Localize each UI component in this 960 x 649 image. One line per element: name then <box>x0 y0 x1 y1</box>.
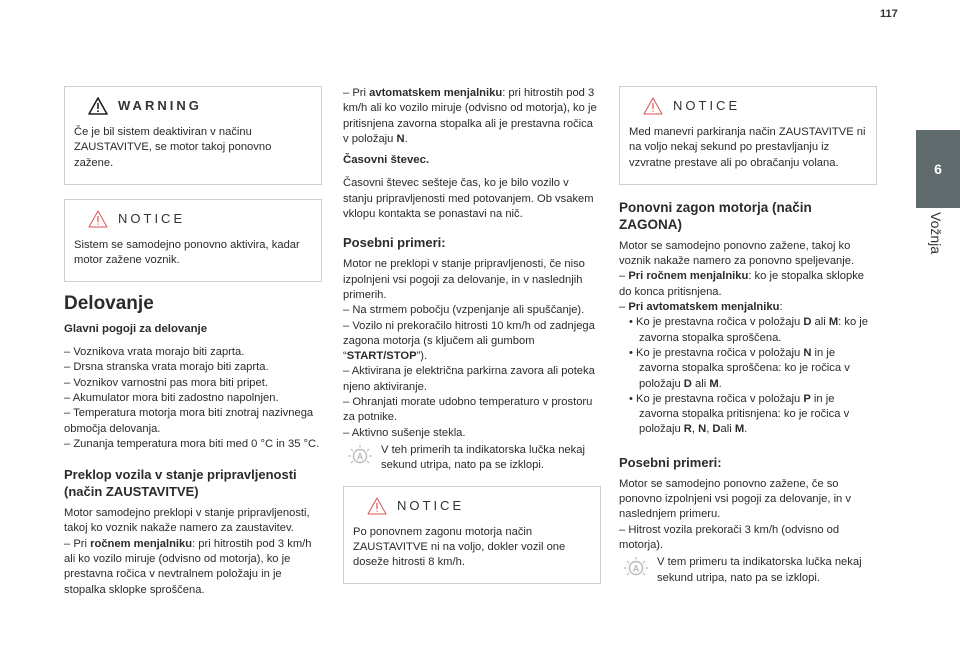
indicator-note <box>619 555 877 586</box>
notice-icon <box>643 97 663 115</box>
special-case-item: – Aktivno sušenje stekla. <box>343 426 466 439</box>
condition-item: – Voznikov varnostni pas mora biti pripet. <box>64 376 268 389</box>
notice-label: NOTICE <box>397 497 465 513</box>
condition-item: – Voznikova vrata morajo biti zaprta. <box>64 346 245 359</box>
notice-icon <box>367 497 387 515</box>
notice-label: NOTICE <box>118 211 186 227</box>
notice-header <box>353 497 591 515</box>
standby-automatic: – Pri avtomatskem menjalniku: pri hitrostih pod 3 km/h ali ko vozilo miruje (odvisno od motorja), ko je pritisnjena zavorna stopalka ali je prestavna ročica v položaju N. <box>343 87 597 145</box>
warning-text: Če je bil sistem deaktiviran v načinu ZAUSTAVITVE, se motor takoj ponovno zažene. <box>74 126 272 169</box>
condition-item: – Akumulator mora biti zadostno napolnjen. <box>64 391 279 404</box>
notice-text: Po ponovnem zagonu motorja način ZAUSTAVITVE ni na voljo, dokler vozil one doseže hitrosti 8 km/h. <box>353 525 566 569</box>
notice-text: Med manevri parkiranja način ZAUSTAVITVE ni na voljo nekaj sekund po prestavljanju iz vzvratne prestave ali po obračanju volana. <box>629 126 866 169</box>
notice-text: Sistem se samodejno ponovno aktivira, kadar motor zažene voznik. <box>74 238 300 267</box>
special-cases-heading: Posebni primeri: <box>343 235 446 251</box>
column-2 <box>343 86 601 598</box>
restart-bullet: • Ko je prestavna ročica v položaju N in je zavorna stopalka sproščena: ko je ročica v položaju D ali M. <box>629 346 850 390</box>
chapter-title <box>928 212 948 292</box>
special-case-item: – Na strmem pobočju (vzpenjanje ali spuščanje). <box>343 304 585 317</box>
special-case-item: – Aktivirana je električna parkirna zavora ali poteka njeno aktiviranje. <box>343 365 595 393</box>
conditions-list <box>64 345 322 452</box>
standby-manual: – Pri ročnem menjalniku: pri hitrostih pod 3 km/h ali ko vozilo miruje (odvisno od motorja), ko je prestavna ročica v nevtralnem položaju in je stopalka sklopke sproščena. <box>64 537 312 596</box>
page-number: 117 <box>880 8 898 20</box>
condition-item: – Zunanja temperatura mora biti med 0 °C in 35 °C. <box>64 437 320 450</box>
notice-icon <box>88 210 108 228</box>
svg-text:A: A <box>356 451 364 462</box>
notice-label: NOTICE <box>673 98 741 114</box>
indicator-note-text: V teh primerih ta indikatorska lučka nekaj sekund utripa, nato pa se izklopi. <box>381 443 585 472</box>
stop-start-indicator-icon <box>619 555 653 579</box>
section-heading: Delovanje <box>64 293 154 315</box>
restart-manual: – Pri ročnem menjalniku: ko je stopalka sklopke do konca pritisnjena. <box>619 270 865 298</box>
warning-icon <box>88 97 108 115</box>
special-case-item: – Vozilo ni prekoračilo hitrosti 10 km/h od zadnjega zagona motorja (s ključem ali gumbom “START/STOP”). <box>343 319 595 363</box>
restart-bullet: • Ko je prestavna ročica v položaju P in je zavorna stopalka pritisnjena: ko je ročica v položaju R, N, Dali M. <box>629 392 850 436</box>
conditions-heading: Glavni pogoji za delovanje <box>64 322 208 335</box>
warning-box <box>64 86 322 185</box>
special-cases-intro: Motor ne preklopi v stanje pripravljenosti, če niso izpolnjeni vsi pogoji za delovanje, in v naslednjih primerih. <box>343 258 585 301</box>
special-cases-intro: Motor se samodejno ponovno zažene, če so ponovno izpolnjeni vsi pogoji za delovanje, in v naslednjem primeru. <box>619 477 851 521</box>
restart-automatic: – Pri avtomatskem menjalniku: <box>619 301 783 314</box>
notice-header <box>629 97 867 115</box>
svg-text:A: A <box>632 563 640 574</box>
column-3 <box>619 86 877 586</box>
restart-heading: Ponovni zagon motorja (način ZAGONA) <box>619 199 812 232</box>
warning-label: WARNING <box>118 98 202 114</box>
indicator-note-text: V tem primeru ta indikatorska lučka nekaj sekund utripa, nato pa se izklopi. <box>657 556 862 584</box>
special-case-item: – Ohranjati morate udobno temperaturo v prostoru za potnike. <box>343 396 593 424</box>
indicator-note <box>343 443 601 474</box>
standby-heading: Preklop vozila v stanje pripravljenosti (način ZAUSTAVITVE) <box>64 467 297 500</box>
special-cases-heading: Posebni primeri: <box>619 454 722 470</box>
notice-box <box>343 486 601 585</box>
chapter-title-text: Vožnja <box>928 212 944 255</box>
notice-box <box>619 86 877 185</box>
column-1 <box>64 86 322 598</box>
restart-bullet: • Ko je prestavna ročica v položaju D ali M: ko je zavorna stopalka sproščena. <box>629 316 869 344</box>
stop-start-indicator-icon <box>343 443 377 467</box>
condition-item: – Drsna stranska vrata morajo biti zaprta. <box>64 361 269 374</box>
standby-intro: Motor samodejno preklopi v stanje pripravljenosti, takoj ko voznik nakaže namero za zaustavitev. <box>64 507 310 535</box>
warning-header <box>74 97 312 115</box>
notice-box <box>64 199 322 283</box>
notice-header <box>74 210 312 228</box>
special-case-item: – Hitrost vozila prekorači 3 km/h (odvisno od motorja). <box>619 523 840 551</box>
condition-item: – Temperatura motorja mora biti znotraj nazivnega območja delovanja. <box>64 407 314 435</box>
chapter-number: 6 <box>934 161 942 177</box>
counter-heading: Časovni števec. <box>343 154 430 167</box>
counter-text: Časovni števec sešteje čas, ko je bilo vozilo v stanju pripravljenosti med potovanjem. Ob vsakem vklopu kontakta se ponastavi na nič. <box>343 177 594 221</box>
chapter-tab[interactable] <box>916 130 960 208</box>
restart-intro: Motor se samodejno ponovno zažene, takoj ko voznik nakaže namero za ponovno speljevanje. <box>619 239 855 268</box>
